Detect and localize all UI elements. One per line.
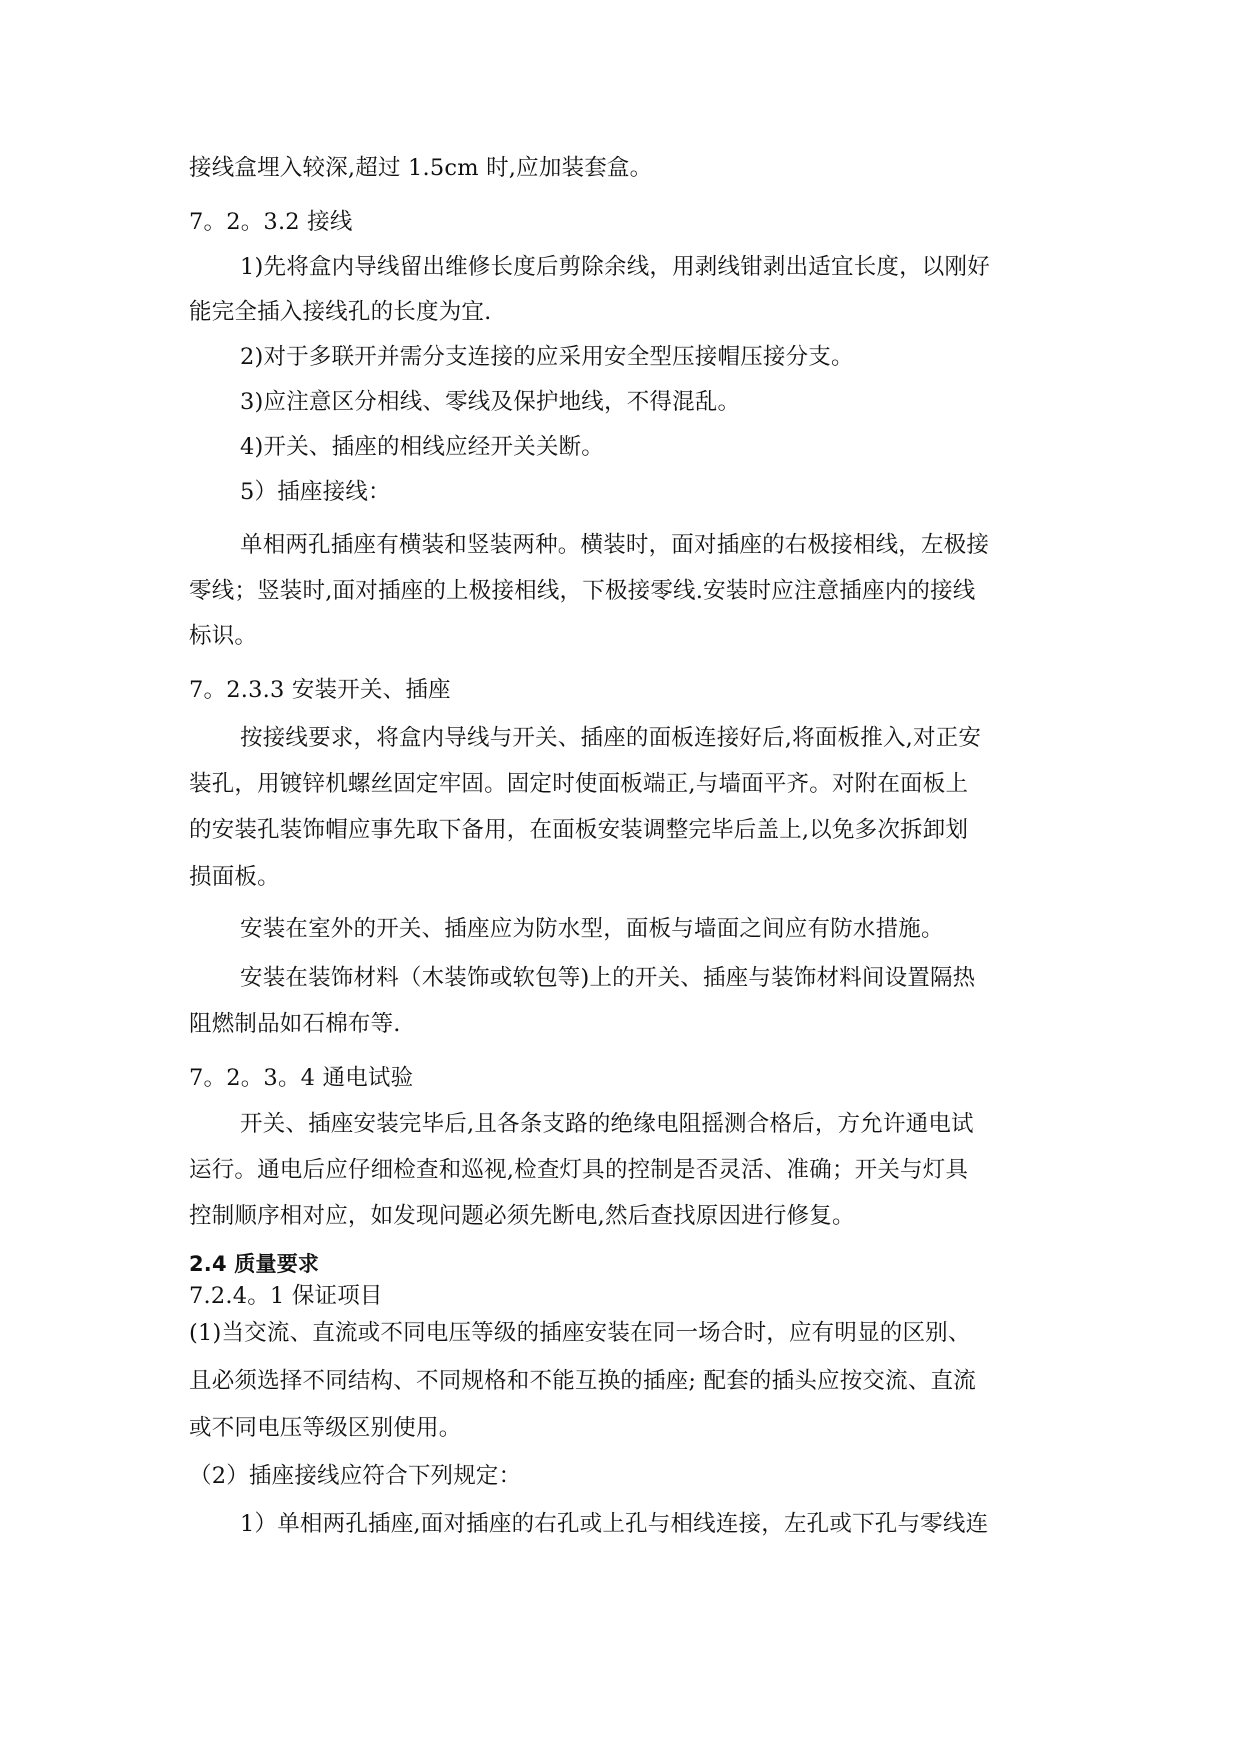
text-line: (1)当交流、直流或不同电压等级的插座安装在同一场合时，应有明显的区别、 <box>189 1320 971 1346</box>
text-line: 且必须选择不同结构、不同规格和不能互换的插座; 配套的插头应按交流、直流 <box>189 1368 976 1394</box>
text-line: 装孔，用镀锌机螺丝固定牢固。固定时使面板端正,与墙面平齐。对附在面板上 <box>189 771 969 797</box>
text-line: 或不同电压等级区别使用。 <box>189 1415 462 1441</box>
section-heading: 7。2。3.2 接线 <box>189 209 353 235</box>
text-line: 安装在装饰材料（木装饰或软包等)上的开关、插座与装饰材料间设置隔热 <box>240 965 976 991</box>
text-line: 开关、插座安装完毕后,且各条支路的绝缘电阻摇测合格后，方允许通电试 <box>240 1111 974 1137</box>
text-line: 标识。 <box>189 623 258 649</box>
text-line: 能完全插入接线孔的长度为宜. <box>189 299 492 325</box>
subsection-heading: 7.2.4。1 保证项目 <box>189 1283 383 1309</box>
section-heading: 7。2。3。4 通电试验 <box>189 1065 414 1091</box>
text-line: 5）插座接线： <box>240 479 391 505</box>
text-line: 的安装孔装饰帽应事先取下备用，在面板安装调整完毕后盖上,以免多次拆卸划 <box>189 817 969 843</box>
text-line: 零线；竖装时,面对插座的上极接相线，下极接零线.安装时应注意插座内的接线 <box>189 578 976 604</box>
text-line: 按接线要求，将盒内导线与开关、插座的面板连接好后,将面板推入,对正安 <box>240 725 982 751</box>
text-line: 1）单相两孔插座,面对插座的右孔或上孔与相线连接，左孔或下孔与零线连 <box>240 1511 989 1537</box>
text-line: 3)应注意区分相线、零线及保护地线，不得混乱。 <box>240 389 741 415</box>
text-line: 2)对于多联开并需分支连接的应采用安全型压接帽压接分支。 <box>240 344 854 370</box>
text-line: 单相两孔插座有横装和竖装两种。横装时，面对插座的右极接相线，左极接 <box>240 532 990 558</box>
text-line: 接线盒埋入较深,超过 1.5cm 时,应加装套盒。 <box>189 155 653 181</box>
text-line: 1)先将盒内导线留出维修长度后剪除余线，用剥线钳剥出适宜长度，以刚好 <box>240 254 990 280</box>
text-line: 损面板。 <box>189 864 280 890</box>
text-line: 控制顺序相对应，如发现问题必须先断电,然后查找原因进行修复。 <box>189 1203 855 1229</box>
text-line: 运行。通电后应仔细检查和巡视,检查灯具的控制是否灵活、准确；开关与灯具 <box>189 1157 969 1183</box>
text-line: （2）插座接线应符合下列规定： <box>189 1463 522 1489</box>
text-line: 4)开关、插座的相线应经开关关断。 <box>240 434 604 460</box>
text-line: 安装在室外的开关、插座应为防水型，面板与墙面之间应有防水措施。 <box>240 916 944 942</box>
chapter-heading: 2.4 质量要求 <box>189 1252 320 1276</box>
text-line: 阻燃制品如石棉布等. <box>189 1011 401 1037</box>
section-heading: 7。2.3.3 安装开关、插座 <box>189 677 451 703</box>
